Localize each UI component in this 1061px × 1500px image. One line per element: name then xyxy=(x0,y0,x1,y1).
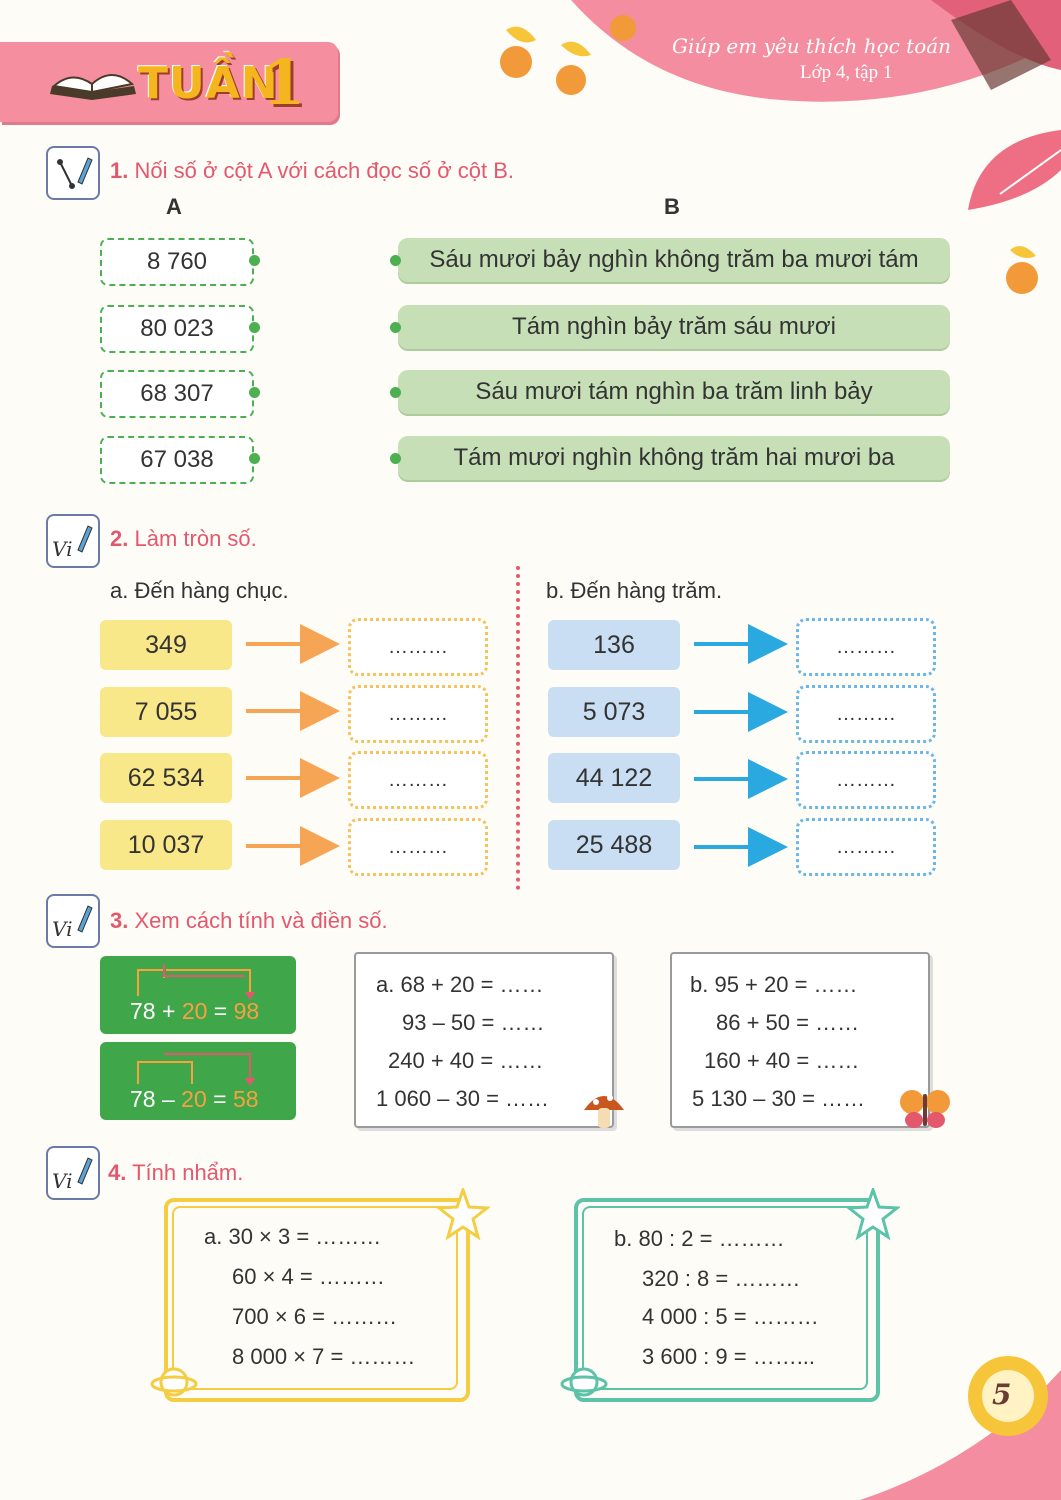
a-item-1[interactable]: 8 760 xyxy=(100,238,254,286)
week-number: 1 xyxy=(262,46,306,119)
round-ten-item-2: 7 055 xyxy=(100,687,232,737)
q3-text: Xem cách tính và điền số. xyxy=(134,908,388,933)
q1-text: Nối số ở cột A với cách đọc số ở cột B. xyxy=(134,158,515,183)
q3b-line-1[interactable]: b. 95 + 20 = …… xyxy=(690,972,858,997)
a-item-3[interactable]: 68 307 xyxy=(100,370,254,418)
orange-arrows xyxy=(240,620,340,870)
round-hundred-item-1: 136 xyxy=(548,620,680,670)
butterfly-icon xyxy=(898,1086,952,1130)
mushroom-icon xyxy=(582,1088,626,1130)
q2-part-b-label: b. Đến hàng trăm. xyxy=(546,578,723,603)
series-title: Giúp em yêu thích học toán xyxy=(672,34,952,58)
grade-volume: Lớp 4, tập 1 xyxy=(800,62,893,83)
write-pencil-icon xyxy=(46,894,100,948)
q3-number: 3. xyxy=(110,908,129,933)
q4a-line-2[interactable]: 60 × 4 = ……… xyxy=(232,1264,385,1289)
q2-part-a-label: a. Đến hàng chục. xyxy=(110,578,289,603)
q3b-line-4[interactable]: 5 130 – 30 = …… xyxy=(692,1086,866,1111)
svg-text:Vi: Vi xyxy=(52,537,73,561)
q4-title xyxy=(108,1160,243,1186)
round-ten-answer-4[interactable]: ……… xyxy=(348,818,488,876)
q4a-line-4[interactable]: 8 000 × 7 = ……… xyxy=(232,1344,416,1369)
connect-pencil-icon xyxy=(46,146,100,200)
example-addition-text: 78 + 20 = 98 xyxy=(130,998,260,1024)
b-item-4[interactable]: Tám mươi nghìn không trăm hai mươi ba xyxy=(398,436,950,480)
round-hundred-answer-4[interactable]: ……… xyxy=(796,818,936,876)
q3-frame-b xyxy=(670,952,930,1128)
round-hundred-item-4: 25 488 xyxy=(548,820,680,870)
round-hundred-answer-2[interactable]: ……… xyxy=(796,685,936,743)
planet-icon xyxy=(150,1362,198,1402)
round-ten-item-4: 10 037 xyxy=(100,820,232,870)
q4-number: 4. xyxy=(108,1160,127,1185)
planet-icon xyxy=(560,1362,608,1402)
q2-title xyxy=(110,526,257,552)
a-dot-2[interactable] xyxy=(249,322,260,333)
flower-decoration xyxy=(860,1330,1061,1500)
book-icon xyxy=(48,60,138,104)
b-dot-3[interactable] xyxy=(390,387,401,398)
column-b-heading: B xyxy=(664,194,680,219)
round-hundred-answer-1[interactable]: ……… xyxy=(796,618,936,676)
q3a-line-4[interactable]: 1 060 – 30 = …… xyxy=(376,1086,550,1111)
round-ten-answer-1[interactable]: ……… xyxy=(348,618,488,676)
q4b-line-4[interactable]: 3 600 : 9 = ……... xyxy=(642,1344,816,1369)
q3b-line-2[interactable]: 86 + 50 = …… xyxy=(716,1010,860,1035)
a-dot-3[interactable] xyxy=(249,387,260,398)
a-dot-4[interactable] xyxy=(249,453,260,464)
svg-text:Vi: Vi xyxy=(52,1169,73,1193)
q2-number: 2. xyxy=(110,526,129,551)
round-hundred-item-3: 44 122 xyxy=(548,753,680,803)
q2-text: Làm tròn số. xyxy=(134,526,257,551)
round-ten-answer-2[interactable]: ……… xyxy=(348,685,488,743)
q4-text: Tính nhẩm. xyxy=(132,1160,244,1185)
q4a-line-3[interactable]: 700 × 6 = ……… xyxy=(232,1304,398,1329)
write-pencil-icon xyxy=(46,1146,100,1200)
example-subtraction xyxy=(100,1042,296,1120)
round-hundred-item-2: 5 073 xyxy=(548,687,680,737)
q3a-line-1[interactable]: a. 68 + 20 = …… xyxy=(376,972,544,997)
round-hundred-answer-3[interactable]: ……… xyxy=(796,751,936,809)
b-dot-4[interactable] xyxy=(390,453,401,464)
q3a-line-3[interactable]: 240 + 40 = …… xyxy=(388,1048,544,1073)
example-subtraction-text: 78 – 20 = 58 xyxy=(130,1086,259,1112)
q4b-line-2[interactable]: 320 : 8 = ……… xyxy=(642,1266,801,1291)
q4a-line-1[interactable]: a. 30 × 3 = ……… xyxy=(204,1224,382,1249)
b-dot-1[interactable] xyxy=(390,255,401,266)
b-item-2[interactable]: Tám nghìn bảy trăm sáu mươi xyxy=(398,305,950,349)
q1-title xyxy=(110,158,514,184)
q4b-line-1[interactable]: b. 80 : 2 = ……… xyxy=(614,1226,785,1251)
a-dot-1[interactable] xyxy=(249,255,260,266)
b-item-1[interactable]: Sáu mươi bảy nghìn không trăm ba mươi tám xyxy=(398,238,950,282)
q3a-line-2[interactable]: 93 – 50 = …… xyxy=(402,1010,545,1035)
page-number: 5 xyxy=(992,1378,1012,1411)
q3b-line-3[interactable]: 160 + 40 = …… xyxy=(704,1048,860,1073)
q1-number: 1. xyxy=(110,158,129,183)
column-divider xyxy=(516,566,520,890)
example-addition xyxy=(100,956,296,1034)
b-item-3[interactable]: Sáu mươi tám nghìn ba trăm linh bảy xyxy=(398,370,950,414)
round-ten-item-1: 349 xyxy=(100,620,232,670)
q4b-line-3[interactable]: 4 000 : 5 = ……… xyxy=(642,1304,819,1329)
svg-text:Vi: Vi xyxy=(52,917,73,941)
round-ten-item-3: 62 534 xyxy=(100,753,232,803)
star-icon xyxy=(436,1188,490,1242)
q3-frame-a xyxy=(354,952,614,1128)
round-ten-answer-3[interactable]: ……… xyxy=(348,751,488,809)
a-item-2[interactable]: 80 023 xyxy=(100,305,254,353)
column-a-heading: A xyxy=(166,194,182,219)
blue-arrows xyxy=(688,620,788,870)
a-item-4[interactable]: 67 038 xyxy=(100,436,254,484)
week-label: TUẦN xyxy=(138,58,279,109)
star-icon xyxy=(846,1188,900,1242)
leaf-decoration xyxy=(940,110,1061,310)
q3-title xyxy=(110,908,388,934)
write-pencil-icon xyxy=(46,514,100,568)
b-dot-2[interactable] xyxy=(390,322,401,333)
